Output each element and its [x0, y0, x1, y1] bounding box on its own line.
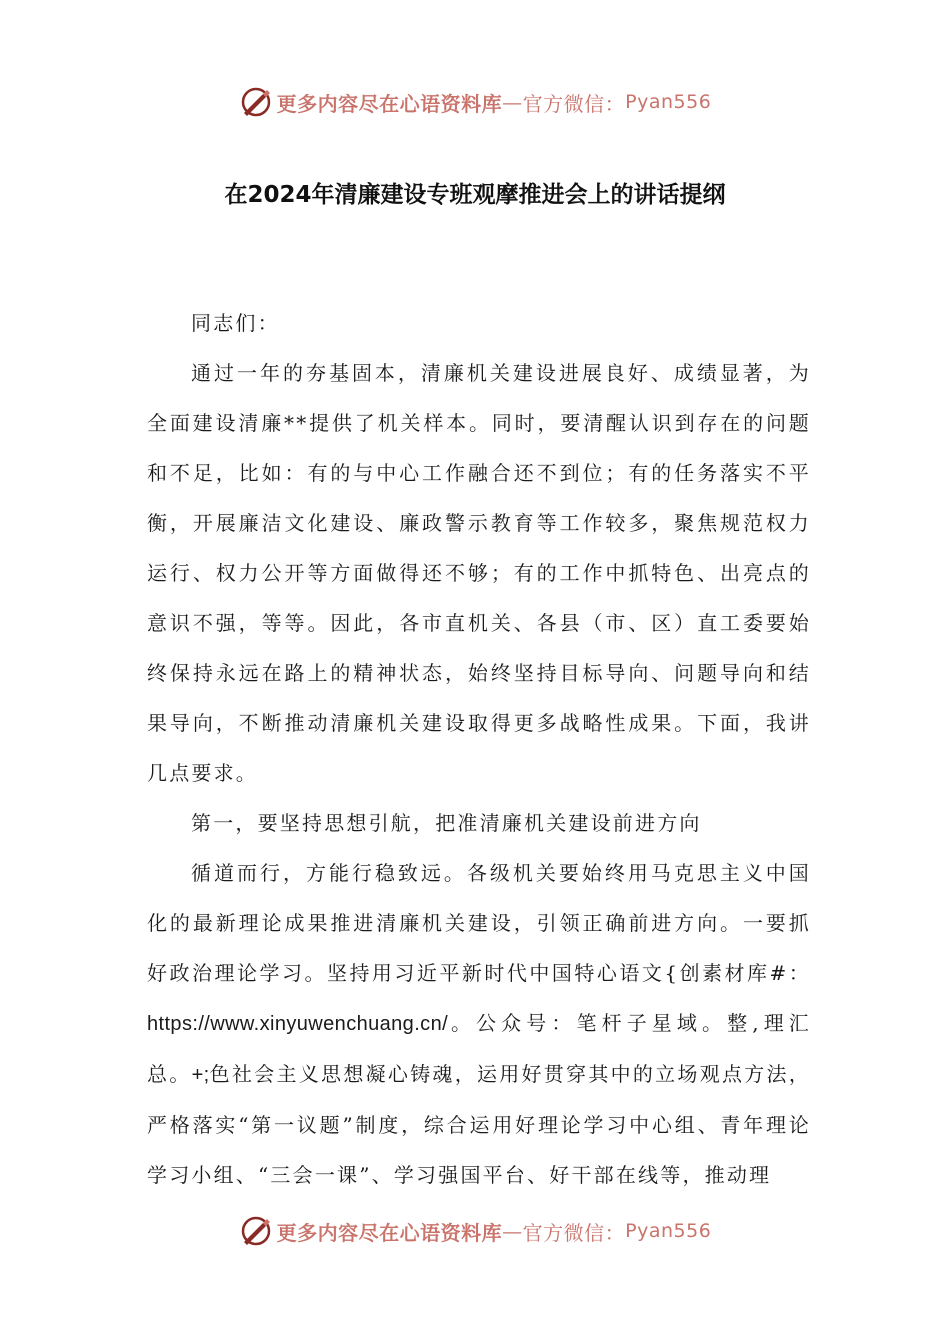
header-banner [0, 82, 950, 122]
footer-banner [0, 1211, 950, 1251]
footer-brand: 更多内容尽在心语资料库 [276, 1220, 503, 1245]
footer-separator: — [502, 1219, 523, 1243]
paragraph-section-1-continued: 色社会主义思想凝心铸魂，运用好贯穿其中的立场观点方法，严格落实“第一议题”制度，综合运用好理论学习中心组、青年理论学习小组、“三会一课”、学习强国平台、好干部在线等，推动理 [147, 1062, 812, 1187]
section-heading-1: 第一，要坚持思想引航，把准清廉机关建设前进方向 [191, 811, 702, 835]
footer-official-label: 官方微信： [522, 1220, 626, 1245]
pen-logo-icon [239, 85, 273, 119]
banner-brand: 更多内容尽在心语资料库 [276, 91, 503, 116]
document-title: 在2024年清廉建设专班观摩推进会上的讲话提纲 [224, 182, 726, 208]
paragraph-section-1-note: 。公众号：笔杆子星域。整,理汇总。 [147, 1011, 811, 1086]
paragraph-section-1-text: 循道而行，方能行稳致远。各级机关要始终用马克思主义中国化的最新理论成果推进清廉机关建设，引领正确前进方向。一要抓好政治理论学习。坚持用习近平新时代中国特心语文{创素材库#： [147, 861, 811, 985]
banner-contact: Pyan556 [625, 91, 712, 113]
salutation: 同志们： [191, 311, 280, 335]
source-url: https://www.xinyuwenchuang.cn/ [147, 1013, 449, 1035]
banner-separator: — [502, 90, 523, 114]
paragraph-section-1-symbols: +; [191, 1064, 210, 1086]
document-body [147, 298, 811, 1200]
paragraph-intro: 通过一年的夯基固本，清廉机关建设进展良好、成绩显著，为全面建设清廉**提供了机关样本。同时，要清醒认识到存在的问题和不足，比如：有的与中心工作融合还不到位；有的任务落实不平衡，开展廉洁文化建设、廉政警示教育等工作较多，聚焦规范权力运行、权力公开等方面做得还不够；有的工作中抓特色、出亮点的意识不强，等等。因此，各市直机关、各县（市、区）直工委要始终保持永远在路上的精神状态，始终坚持目标导向、问题导向和结果导向，不断推动清廉机关建设取得更多战略性成果。下面，我讲几点要求。 [147, 361, 811, 785]
footer-contact: Pyan556 [625, 1220, 712, 1242]
pen-logo-icon [239, 1214, 273, 1248]
banner-official-label: 官方微信： [522, 91, 626, 116]
paragraph-section-1 [147, 848, 811, 1200]
